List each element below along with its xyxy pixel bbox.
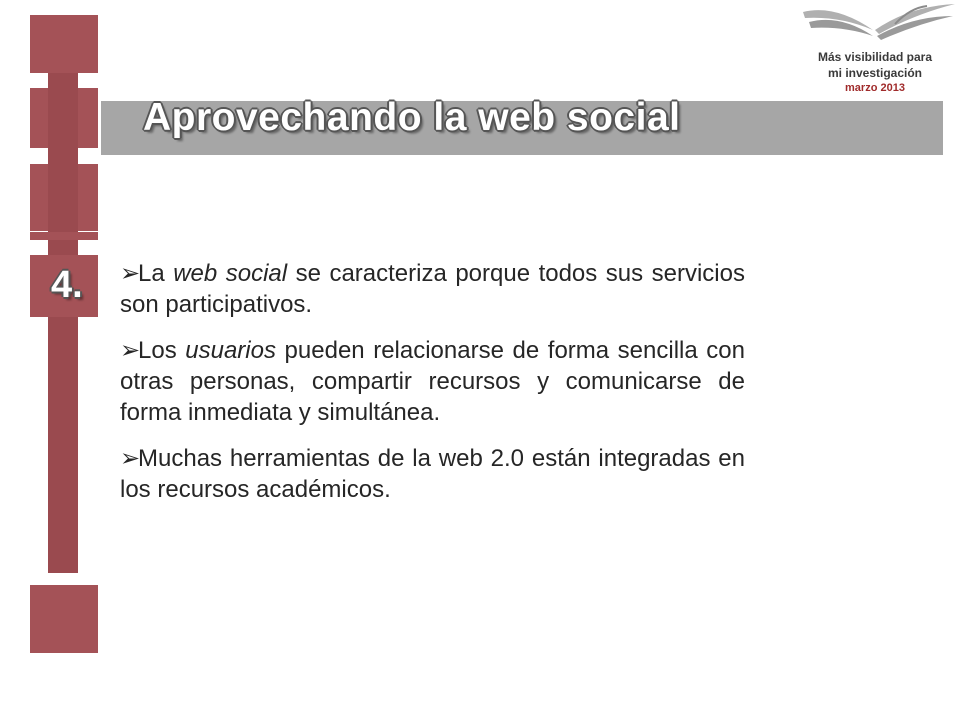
left-bar-segment-4 [30, 232, 98, 240]
bullet-item [120, 335, 745, 428]
bullet-text-pre: Muchas herramientas de la web 2.0 están integradas en los recursos académicos. [120, 445, 745, 503]
bullet-text-em: web social [173, 260, 288, 287]
left-bar-segment-bottom [30, 585, 98, 653]
bullet-text-pre: La [138, 260, 174, 287]
logo-line-2: mi investigación [827, 66, 923, 80]
open-book-icon [795, 2, 960, 52]
arrow-bullet-icon: ➢ [120, 260, 141, 287]
logo-line-1: Más visibilidad para [817, 50, 933, 64]
arrow-bullet-icon: ➢ [120, 445, 141, 472]
bullet-text-pre: Los [138, 337, 186, 364]
bullet-text-post: se caracteriza porque todos sus servicios son participativos. [120, 260, 745, 318]
bullet-item [120, 258, 745, 320]
bullet-text-post: pueden relacionarse de forma sencilla con otras personas, compartir recursos y comunicarse de forma inmediata y simultánea. [120, 337, 745, 426]
logo-date: marzo 2013 [845, 82, 905, 94]
bullet-item [120, 443, 745, 505]
left-bar-segment-1 [30, 15, 98, 73]
slide-title: Aprovechando la web social [143, 96, 681, 139]
arrow-bullet-icon: ➢ [120, 337, 141, 364]
bullet-text-em: usuarios [185, 337, 276, 364]
section-number: 4. [51, 264, 83, 306]
bullet-list [120, 258, 745, 520]
left-bar-stem [48, 73, 78, 573]
